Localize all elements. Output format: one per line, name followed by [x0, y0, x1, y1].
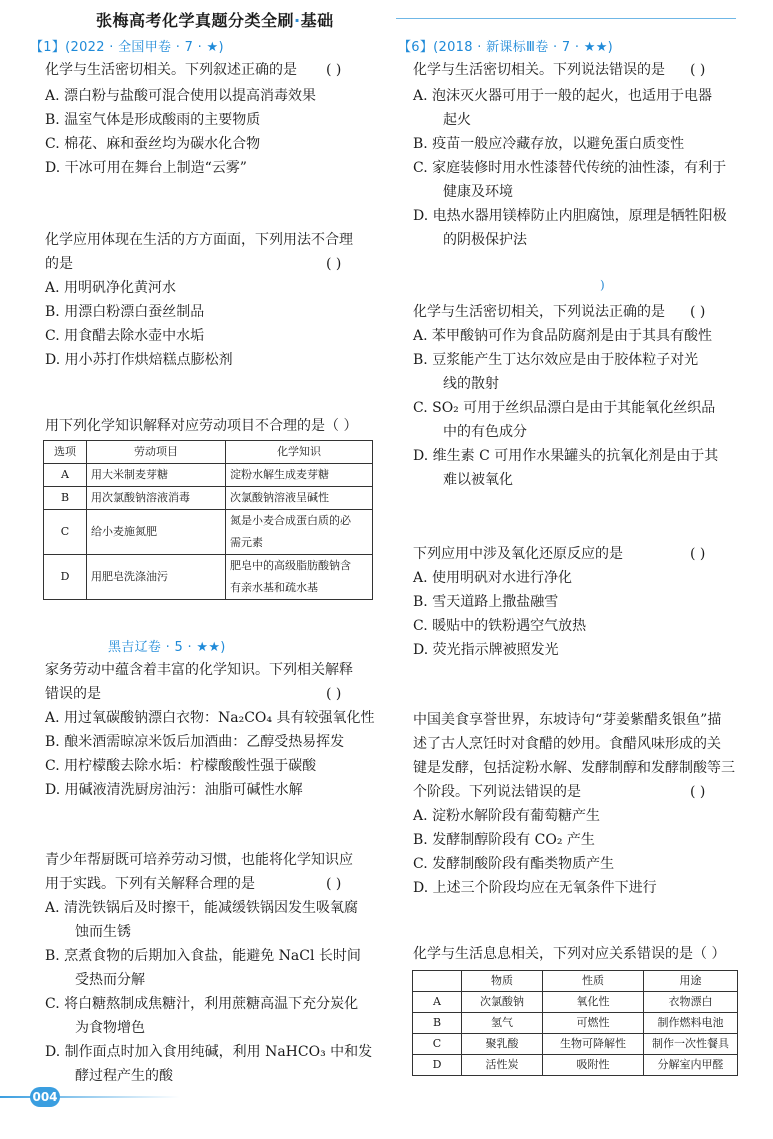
q7-option-b: B. 豆浆能产生丁达尔效应是由于胶体粒子对光: [413, 352, 699, 368]
q4-option-d: D. 用碱液清洗厨房油污：油脂可碱性水解: [45, 782, 303, 798]
q10-row-c-label: C: [413, 1034, 462, 1055]
q7-option-d-cont: 难以被氧化: [443, 472, 513, 488]
q4-option-b: B. 酿米酒需晾凉米饭后加酒曲：乙醇受热易挥发: [45, 734, 345, 750]
q3-row-c-label: C: [44, 510, 87, 555]
q5-option-d: D. 制作面点时加入食用纯碱，利用 NaHCO₃ 中和发: [45, 1044, 373, 1060]
q7-options: [413, 324, 748, 492]
q6-option-c: C. 家庭装修时用水性漆替代传统的油性漆，有利于: [413, 160, 727, 176]
q8-answer-paren: ( ): [690, 546, 706, 562]
q6-option-d: D. 电热水器用镁棒防止内胆腐蚀，原理是牺牲阳极: [413, 208, 727, 224]
header-title-sub: 基础: [300, 11, 334, 30]
q9-stem-line2: 述了古人烹饪时对食醋的妙用。食醋风味形成的关: [413, 736, 721, 752]
q9-option-d: D. 上述三个阶段均应在无氧条件下进行: [413, 880, 657, 896]
q9-option-a: A. 淀粉水解阶段有葡萄糖产生: [413, 808, 601, 824]
q3-row-b-label: B: [44, 487, 87, 510]
q5-option-d-cont: 酵过程产生的酸: [75, 1068, 173, 1084]
q3-row-c-knowledge-line1: 氮是小麦合成蛋白质的必: [230, 514, 351, 527]
q2-option-b: B. 用漂白粉漂白蚕丝制品: [45, 304, 205, 320]
q10-row-a-substance: 次氯酸钠: [462, 992, 543, 1013]
q9-option-c: C. 发酵制酸阶段有酯类物质产生: [413, 856, 615, 872]
q10-row-b-substance: 氢气: [462, 1013, 543, 1034]
q10-row-c-substance: 聚乳酸: [462, 1034, 543, 1055]
table-row: [44, 510, 373, 555]
table-row: [44, 555, 373, 600]
q10-row-d-substance: 活性炭: [462, 1055, 543, 1076]
page-number-band: [0, 1096, 180, 1098]
q9-stem-line4: 个阶段。下列说法错误的是: [413, 784, 581, 800]
q2-options: [45, 276, 233, 372]
header-title-main: 张梅高考化学真题分类全刷: [96, 11, 295, 30]
q3-row-c-knowledge-line2: 需元素: [230, 536, 263, 549]
q8-option-b: B. 雪天道路上撒盐融雪: [413, 594, 559, 610]
q7-option-b-cont: 线的散射: [443, 376, 499, 392]
q10-th-use: 用途: [644, 971, 738, 992]
q3-stem: 用下列化学知识解释对应劳动项目不合理的是（ ）: [45, 418, 358, 434]
q2-option-a: A. 用明矾净化黄河水: [45, 280, 177, 296]
q1-option-b: B. 温室气体是形成酸雨的主要物质: [45, 112, 261, 128]
q10-row-d-label: D: [413, 1055, 462, 1076]
q9-stem: [413, 708, 735, 804]
q3-table: [43, 440, 373, 600]
q2-option-c: C. 用食醋去除水壶中水垢: [45, 328, 205, 344]
q3-row-d-knowledge: [226, 555, 373, 600]
q1-options: [45, 84, 316, 180]
q3-row-d-label: D: [44, 555, 87, 600]
page-header-title: [96, 8, 334, 31]
q6-option-a-cont: 起火: [443, 112, 471, 128]
q2-option-d: D. 用小苏打作烘焙糕点膨松剂: [45, 352, 233, 368]
q6-tag: 【6】(2018 · 新课标Ⅲ卷 · 7 · ★★): [398, 40, 614, 55]
q1-answer-paren: ( ): [326, 62, 342, 78]
q1-option-d: D. 干冰可用在舞台上制造“云雾”: [45, 160, 247, 176]
q3-row-d-project: 用肥皂洗涤油污: [87, 555, 226, 600]
table-row: [413, 1055, 738, 1076]
q3-row-a-knowledge: 淀粉水解生成麦芽糖: [226, 464, 373, 487]
q3-table-header: [44, 441, 373, 464]
q6-stem: 化学与生活密切相关。下列说法错误的是: [413, 62, 665, 78]
table-row: [413, 992, 738, 1013]
q3-row-b-project: 用次氯酸钠溶液消毒: [87, 487, 226, 510]
q1-option-a: A. 漂白粉与盐酸可混合使用以提高消毒效果: [45, 88, 317, 104]
q1-stem: 化学与生活密切相关。下列叙述正确的是: [45, 62, 297, 78]
q10-row-d-property: 吸附性: [543, 1055, 644, 1076]
q4-tag: 黑吉辽卷 · 5 · ★★): [108, 640, 226, 655]
q10-table: [412, 970, 738, 1076]
q10-row-c-use: 制作一次性餐具: [644, 1034, 738, 1055]
q6-option-b: B. 疫苗一般应冷藏存放，以避免蛋白质变性: [413, 136, 685, 152]
q3-th-project: 劳动项目: [87, 441, 226, 464]
q2-stem-line2: 的是: [45, 256, 73, 272]
q4-stem-line1: 家务劳动中蕴含着丰富的化学知识。下列相关解释: [45, 662, 353, 678]
q5-option-b-cont: 受热而分解: [75, 972, 145, 988]
q3-row-a-project: 用大米制麦芽糖: [87, 464, 226, 487]
q3-row-d-knowledge-line2: 有亲水基和疏水基: [230, 581, 318, 594]
q7-option-a: A. 苯甲酸钠可作为食品防腐剂是由于其具有酸性: [413, 328, 713, 344]
q10-row-a-use: 衣物漂白: [644, 992, 738, 1013]
header-rule: [396, 18, 736, 19]
q10-table-header: [413, 971, 738, 992]
q6-option-a: A. 泡沫灭火器可用于一般的起火，也适用于电器: [413, 88, 713, 104]
q10-stem: 化学与生活息息相关，下列对应关系错误的是（ ）: [413, 946, 726, 962]
q5-stem-line2: 用于实践。下列有关解释合理的是: [45, 876, 255, 892]
q4-stem-line2: 错误的是: [45, 686, 101, 702]
q3-row-a-label: A: [44, 464, 87, 487]
q1-tag: 【1】(2022 · 全国甲卷 · 7 · ★): [30, 40, 224, 55]
q2-stem-line1: 化学应用体现在生活的方方面面，下列用法不合理: [45, 232, 353, 248]
q9-options: [413, 804, 657, 900]
header-title-dot: ·: [294, 11, 301, 30]
q3-row-b-knowledge: 次氯酸钠溶液呈碱性: [226, 487, 373, 510]
q9-stem-line1: 中国美食享誉世界，东坡诗句“芽姜紫醋炙银鱼”描: [413, 712, 722, 728]
q8-option-d: D. 荧光指示牌被照发光: [413, 642, 559, 658]
q5-option-c: C. 将白糖熬制成焦糖汁，利用蔗糖高温下充分炭化: [45, 996, 359, 1012]
q8-option-a: A. 使用明矾对水进行净化: [413, 570, 573, 586]
q7-stray-paren: ): [600, 278, 605, 292]
q1-option-c: C. 棉花、麻和蚕丝均为碳水化合物: [45, 136, 261, 152]
q3-row-c-knowledge: [226, 510, 373, 555]
q3-row-c-project: 给小麦施氮肥: [87, 510, 226, 555]
q10-row-b-label: B: [413, 1013, 462, 1034]
q10-row-d-use: 分解室内甲醛: [644, 1055, 738, 1076]
table-row: [44, 464, 373, 487]
q2-answer-paren: ( ): [326, 256, 342, 272]
q10-row-a-label: A: [413, 992, 462, 1013]
q8-stem: 下列应用中涉及氧化还原反应的是: [413, 546, 623, 562]
q5-option-a: A. 清洗铁锅后及时擦干，能减缓铁锅因发生吸氧腐: [45, 900, 359, 916]
q4-answer-paren: ( ): [326, 686, 342, 702]
q4-option-a: A. 用过氧碳酸钠漂白衣物：Na₂CO₄ 具有较强氧化性: [45, 710, 375, 726]
q10-row-b-use: 制作燃料电池: [644, 1013, 738, 1034]
q9-stem-line3: 键是发酵，包括淀粉水解、发酵制醇和发酵制酸等三: [413, 760, 735, 776]
q5-options: [45, 896, 380, 1088]
q5-option-b: B. 烹煮食物的后期加入食盐，能避免 NaCl 长时间: [45, 948, 361, 964]
q10-row-c-property: 生物可降解性: [543, 1034, 644, 1055]
q7-option-d: D. 维生素 C 可用作水果罐头的抗氧化剂是由于其: [413, 448, 719, 464]
q4-option-c: C. 用柠檬酸去除水垢：柠檬酸酸性强于碳酸: [45, 758, 317, 774]
q8-option-c: C. 暖贴中的铁粉遇空气放热: [413, 618, 587, 634]
q7-option-c-cont: 中的有色成分: [443, 424, 527, 440]
q10-row-a-property: 氧化性: [543, 992, 644, 1013]
table-row: [413, 1013, 738, 1034]
q9-option-b: B. 发酵制醇阶段有 CO₂ 产生: [413, 832, 595, 848]
q8-options: [413, 566, 586, 662]
q6-option-c-cont: 健康及环境: [443, 184, 513, 200]
page-number: 004: [30, 1087, 60, 1107]
q6-options: [413, 84, 748, 252]
q6-answer-paren: ( ): [690, 62, 706, 78]
q5-option-c-cont: 为食物增色: [75, 1020, 145, 1036]
q3-th-option: 选项: [44, 441, 87, 464]
q7-stem: 化学与生活密切相关，下列说法正确的是: [413, 304, 665, 320]
q7-option-c: C. SO₂ 可用于丝织品漂白是由于其能氧化丝织品: [413, 400, 716, 416]
q5-answer-paren: ( ): [326, 876, 342, 892]
q4-options: [45, 706, 374, 802]
q5-stem-line1: 青少年帮厨既可培养劳动习惯，也能将化学知识应: [45, 852, 353, 868]
q9-answer-paren: ( ): [690, 784, 706, 800]
q10-row-b-property: 可燃性: [543, 1013, 644, 1034]
q10-th-substance: 物质: [462, 971, 543, 992]
q3-row-d-knowledge-line1: 肥皂中的高级脂肪酸钠含: [230, 559, 351, 572]
q3-th-knowledge: 化学知识: [226, 441, 373, 464]
q10-th-blank: [413, 971, 462, 992]
q5-option-a-cont: 蚀而生锈: [75, 924, 131, 940]
table-row: [413, 1034, 738, 1055]
q10-th-property: 性质: [543, 971, 644, 992]
q7-answer-paren: ( ): [690, 304, 706, 320]
table-row: [44, 487, 373, 510]
q6-option-d-cont: 的阴极保护法: [443, 232, 527, 248]
